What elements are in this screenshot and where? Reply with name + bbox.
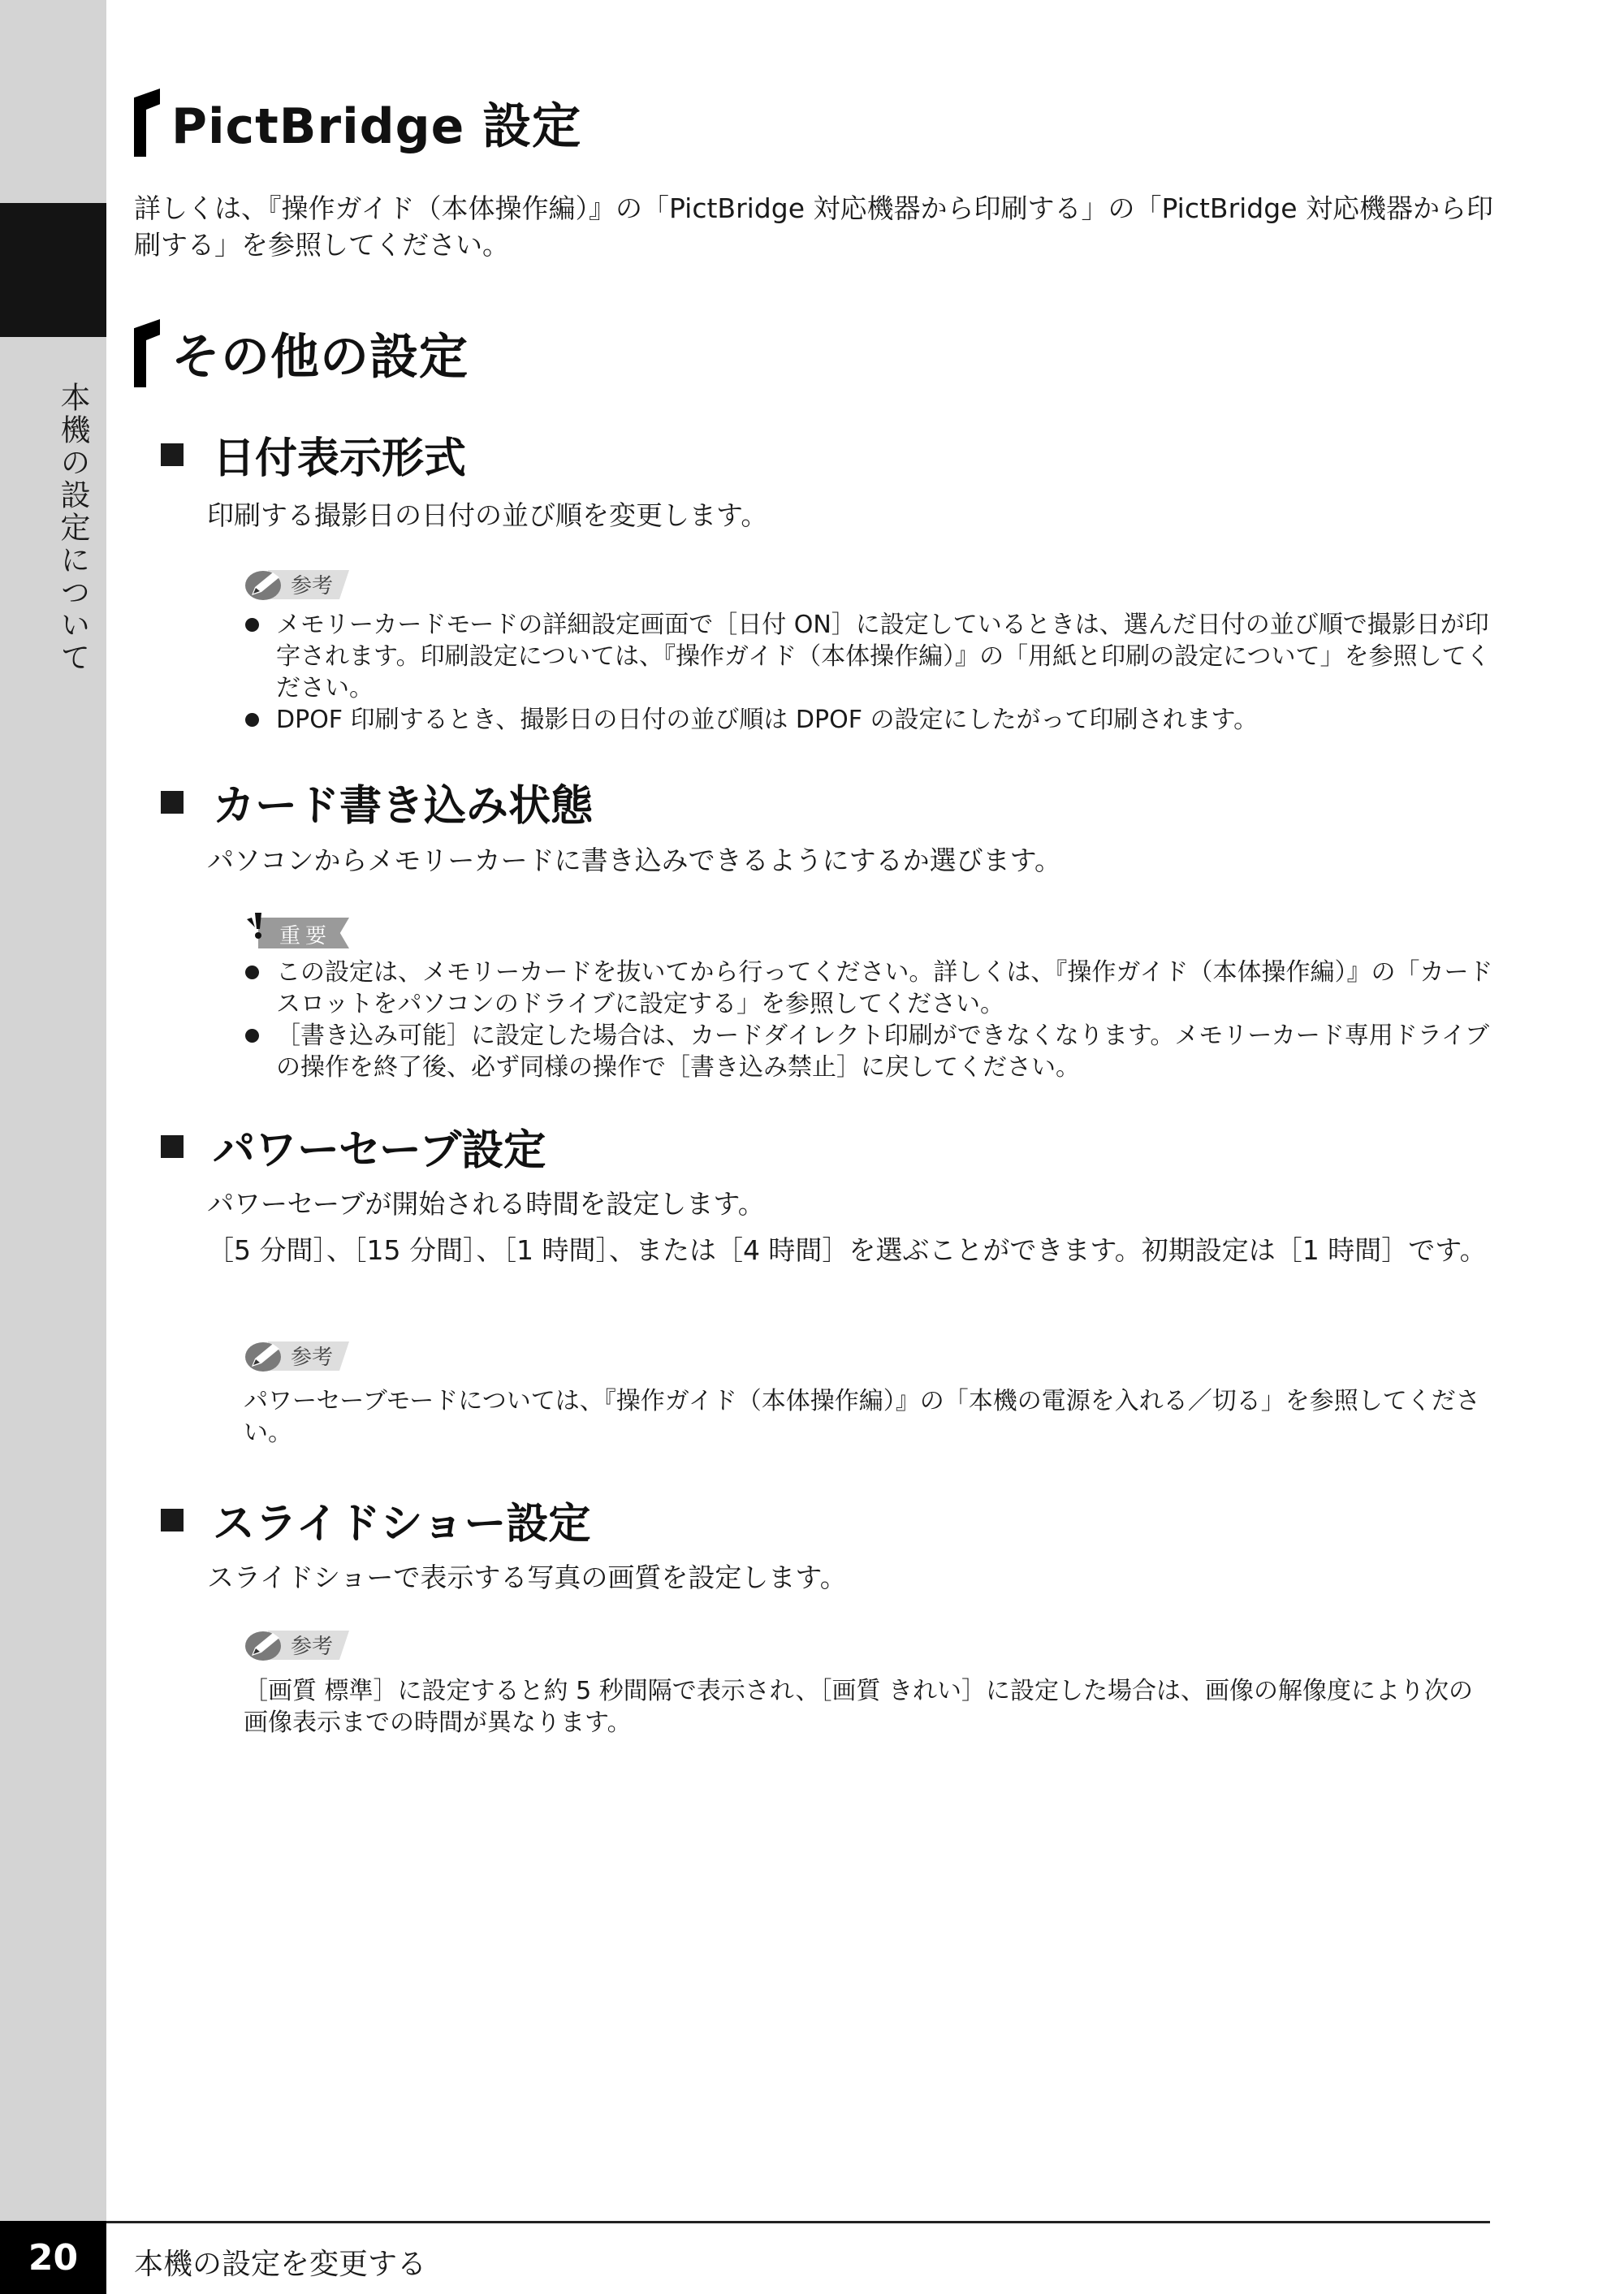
side-chapter-label: 本機の設定について bbox=[55, 382, 90, 674]
subheading-date-format bbox=[161, 424, 466, 485]
footer-section-title: 本機の設定を変更する bbox=[134, 2248, 427, 2281]
pencil-icon bbox=[244, 1627, 289, 1664]
pictbridge-body: 詳しくは、『操作ガイド（本体操作編）』の「PictBridge 対応機器から印刷する」の「PictBridge 対応機器から印刷する」を参照してください。 bbox=[134, 192, 1493, 261]
important-badge-label: 重要 bbox=[279, 924, 332, 948]
slideshow-note: ［画質 標準］に設定すると約 5 秒間隔で表示され、［画質 きれい］に設定した場合は、画像の解像度により次の画像表示までの時間が異なります。 bbox=[244, 1677, 1474, 1737]
heading-bar-icon bbox=[134, 319, 165, 387]
heading-bar-icon bbox=[134, 89, 165, 157]
square-bullet-icon bbox=[161, 443, 184, 466]
note-badge bbox=[244, 566, 349, 603]
heading-other-settings-text: その他の設定 bbox=[171, 329, 469, 386]
slideshow-body: スライドショーで表示する写真の画質を設定します。 bbox=[207, 1562, 847, 1593]
power-save-body-1: パワーセーブが開始される時間を設定します。 bbox=[207, 1188, 765, 1220]
list-item: ［書き込み可能］に設定した場合は、カードダイレクト印刷ができなくなります。メモリーカード専用ドライブの操作を終了後、必ず同様の操作で［書き込み禁止］に戻してください。 bbox=[244, 1020, 1494, 1083]
footer-rule bbox=[106, 2221, 1490, 2223]
power-save-body-2: ［5 分間］、［15 分間］、［1 時間］、または［4 時間］を選ぶことができます。初期設定は［1 時間］です。 bbox=[207, 1234, 1487, 1266]
square-bullet-icon bbox=[161, 791, 184, 814]
note-badge bbox=[244, 1627, 349, 1664]
square-bullet-icon bbox=[161, 1135, 184, 1158]
subheading-power-save-text: パワーセーブ設定 bbox=[213, 1126, 546, 1175]
important-badge bbox=[244, 911, 349, 952]
side-tab-marker bbox=[0, 203, 106, 337]
list-item: この設定は、メモリーカードを抜いてから行ってください。詳しくは、『操作ガイド（本体操作編）』の「カードスロットをパソコンのドライブに設定する」を参照してください。 bbox=[244, 957, 1494, 1020]
page-number: 20 bbox=[0, 2221, 106, 2294]
subheading-slideshow bbox=[161, 1489, 590, 1550]
note-badge bbox=[244, 1337, 349, 1375]
date-format-body: 印刷する撮影日の日付の並び順を変更します。 bbox=[207, 499, 768, 531]
note-badge-label: 参考 bbox=[291, 1346, 334, 1370]
subheading-slideshow-text: スライドショー設定 bbox=[213, 1500, 591, 1549]
subheading-card-write-text: カード書き込み状態 bbox=[213, 782, 594, 831]
heading-pictbridge-text: PictBridge 設定 bbox=[171, 98, 582, 155]
list-item: メモリーカードモードの詳細設定画面で［日付 ON］に設定しているときは、選んだ日付の並び順で撮影日が印字されます。印刷設定については、『操作ガイド（本体操作編）』の「用紙と印刷の設定について」を参照してください。 bbox=[244, 609, 1494, 704]
subheading-card-write bbox=[161, 771, 593, 832]
square-bullet-icon bbox=[161, 1509, 184, 1531]
subheading-power-save bbox=[161, 1116, 546, 1177]
heading-pictbridge bbox=[134, 88, 581, 158]
side-strip bbox=[0, 0, 106, 2294]
pencil-icon bbox=[244, 566, 289, 603]
pencil-icon bbox=[244, 1337, 289, 1375]
card-write-body: パソコンからメモリーカードに書き込みできるようにするか選びます。 bbox=[207, 845, 1062, 876]
list-item: DPOF 印刷するとき、撮影日の日付の並び順は DPOF の設定にしたがって印刷されます。 bbox=[244, 704, 1494, 736]
subheading-date-format-text: 日付表示形式 bbox=[213, 434, 467, 483]
date-format-notes bbox=[244, 609, 1494, 736]
card-write-notes bbox=[244, 957, 1494, 1083]
heading-other-settings bbox=[134, 318, 469, 388]
warning-sparkle-icon bbox=[244, 911, 276, 944]
power-save-note: パワーセーブモードについては、『操作ガイド（本体操作編）』の「本機の電源を入れる／切る」を参照してください。 bbox=[244, 1387, 1480, 1447]
note-badge-label: 参考 bbox=[291, 1635, 334, 1659]
note-badge-label: 参考 bbox=[291, 574, 334, 598]
